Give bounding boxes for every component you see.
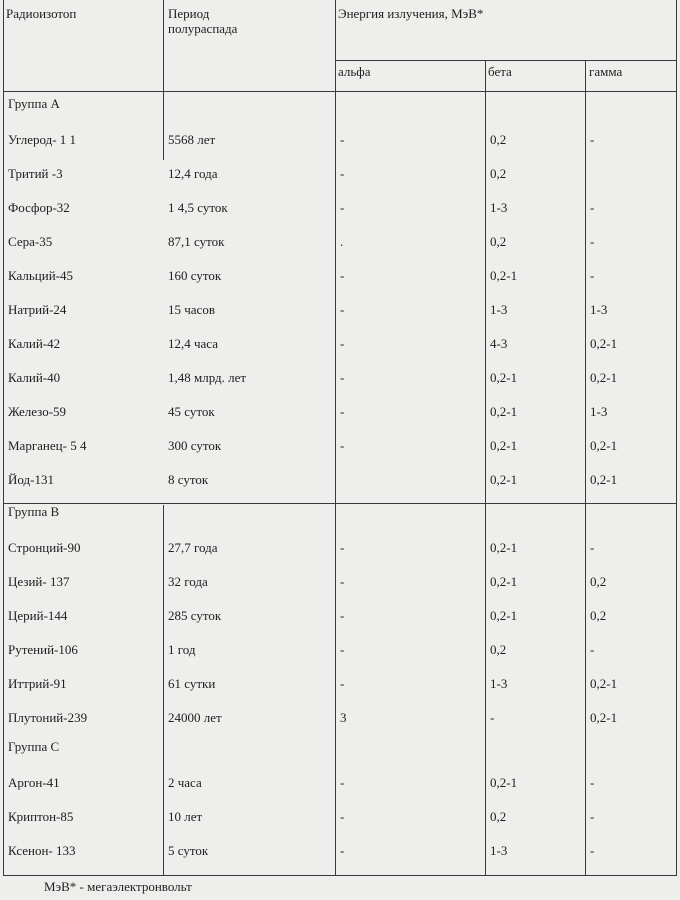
cell-alpha: - xyxy=(340,843,345,858)
cell-gamma: 0,2 xyxy=(590,574,607,589)
cell-isotope: Фосфор-32 xyxy=(8,200,70,215)
cell-beta: 0,2-1 xyxy=(490,404,518,419)
cell-isotope: Углерод- 1 1 xyxy=(8,132,77,147)
cell-isotope: Церий-144 xyxy=(8,608,68,623)
cell-period: 1 год xyxy=(168,642,196,657)
cell-gamma: - xyxy=(590,268,595,283)
cell-gamma: 0,2 xyxy=(590,608,607,623)
cell-period: 2 часа xyxy=(168,775,202,790)
table-left-border xyxy=(3,0,4,875)
table-bottom-border xyxy=(3,875,677,876)
cell-beta: 0,2-1 xyxy=(490,370,518,385)
cell-alpha: - xyxy=(340,200,345,215)
cell-period: 1 4,5 суток xyxy=(168,200,228,215)
cell-beta: 0,2-1 xyxy=(490,268,518,283)
cell-beta: 1-3 xyxy=(490,843,508,858)
cell-alpha: - xyxy=(340,166,345,181)
cell-gamma: - xyxy=(590,200,595,215)
cell-isotope: Калий-42 xyxy=(8,336,61,351)
cell-beta: 1-3 xyxy=(490,676,508,691)
cell-alpha: - xyxy=(340,642,345,657)
cell-gamma: - xyxy=(590,540,595,555)
cell-gamma: 0,2-1 xyxy=(590,336,618,351)
column-divider-period-lower xyxy=(163,505,164,875)
cell-gamma: 0,2-1 xyxy=(590,438,618,453)
cell-isotope: Марганец- 5 4 xyxy=(8,438,87,453)
cell-alpha: - xyxy=(340,540,345,555)
cell-period: 300 суток xyxy=(168,438,222,453)
cell-period: 160 суток xyxy=(168,268,222,283)
cell-alpha: - xyxy=(340,268,345,283)
cell-beta: 0,2 xyxy=(490,234,507,249)
cell-period: 10 лет xyxy=(168,809,203,824)
cell-period: 61 сутки xyxy=(168,676,216,691)
footnote: МэВ* - мегаэлектронвольт xyxy=(44,879,192,894)
cell-beta: 0,2-1 xyxy=(490,472,518,487)
cell-alpha: - xyxy=(340,608,345,623)
cell-alpha: - xyxy=(340,302,345,317)
cell-gamma: 1-3 xyxy=(590,302,608,317)
cell-period: 27,7 года xyxy=(168,540,218,555)
cell-isotope: Железо-59 xyxy=(8,404,67,419)
header-isotope: Радиоизотоп xyxy=(6,6,77,21)
cell-period: 12,4 года xyxy=(168,166,218,181)
cell-alpha: - xyxy=(340,336,345,351)
group-b-divider xyxy=(3,503,677,504)
cell-alpha: . xyxy=(340,234,344,249)
cell-alpha: - xyxy=(340,574,345,589)
column-divider-period xyxy=(163,0,164,160)
cell-beta: 0,2 xyxy=(490,642,507,657)
cell-period: 45 суток xyxy=(168,404,215,419)
cell-isotope: Тритий -3 xyxy=(8,166,63,181)
cell-isotope: Цезий- 137 xyxy=(8,574,70,589)
cell-isotope: Кальций-45 xyxy=(8,268,73,283)
cell-alpha: - xyxy=(340,404,345,419)
cell-beta: 0,2-1 xyxy=(490,540,518,555)
cell-alpha: - xyxy=(340,676,345,691)
cell-isotope: Иттрий-91 xyxy=(8,676,67,691)
cell-isotope: Йод-131 xyxy=(8,472,54,487)
cell-alpha: - xyxy=(340,809,345,824)
column-divider-energy xyxy=(335,0,336,875)
cell-isotope: Стронций-90 xyxy=(8,540,81,555)
cell-beta: - xyxy=(490,710,495,725)
cell-gamma: - xyxy=(590,642,595,657)
group-label: Группа В xyxy=(8,504,60,519)
cell-beta: 0,2-1 xyxy=(490,574,518,589)
cell-gamma: - xyxy=(590,843,595,858)
cell-period: 285 суток xyxy=(168,608,222,623)
cell-alpha: 3 xyxy=(340,710,347,725)
cell-alpha: - xyxy=(340,370,345,385)
cell-gamma: - xyxy=(590,234,595,249)
group-label: Группа А xyxy=(8,96,60,111)
cell-beta: 0,2 xyxy=(490,166,507,181)
header-period: Период полураспада xyxy=(168,6,238,36)
header-alpha: альфа xyxy=(338,64,371,79)
cell-isotope: Рутений-106 xyxy=(8,642,78,657)
cell-beta: 0,2-1 xyxy=(490,438,518,453)
column-divider-gamma xyxy=(585,60,586,875)
cell-period: 5 суток xyxy=(168,843,209,858)
header-beta: бета xyxy=(488,64,512,79)
cell-gamma: - xyxy=(590,809,595,824)
cell-beta: 0,2-1 xyxy=(490,775,518,790)
header-gamma: гамма xyxy=(589,64,623,79)
group-label: Группа С xyxy=(8,739,60,754)
cell-period: 12,4 часа xyxy=(168,336,219,351)
header-bottom-divider xyxy=(3,91,677,92)
cell-period: 32 года xyxy=(168,574,208,589)
cell-gamma: - xyxy=(590,132,595,147)
cell-gamma: 0,2-1 xyxy=(590,676,618,691)
cell-gamma: 1-3 xyxy=(590,404,608,419)
cell-period: 1,48 млрд. лет xyxy=(168,370,247,385)
cell-beta: 1-3 xyxy=(490,200,508,215)
cell-isotope: Сера-35 xyxy=(8,234,53,249)
cell-period: 87,1 суток xyxy=(168,234,225,249)
column-divider-beta xyxy=(485,60,486,875)
header-energy: Энергия излучения, МэВ* xyxy=(338,6,484,21)
cell-beta: 4-3 xyxy=(490,336,508,351)
cell-period: 24000 лет xyxy=(168,710,222,725)
cell-gamma: 0,2-1 xyxy=(590,472,618,487)
cell-period: 15 часов xyxy=(168,302,215,317)
cell-beta: 0,2 xyxy=(490,132,507,147)
cell-gamma: 0,2-1 xyxy=(590,370,618,385)
cell-isotope: Калий-40 xyxy=(8,370,61,385)
cell-isotope: Плутоний-239 xyxy=(8,710,88,725)
cell-gamma: 0,2-1 xyxy=(590,710,618,725)
cell-isotope: Криптон-85 xyxy=(8,809,74,824)
cell-isotope: Ксенон- 133 xyxy=(8,843,76,858)
cell-beta: 0,2 xyxy=(490,809,507,824)
cell-gamma: - xyxy=(590,775,595,790)
cell-alpha: - xyxy=(340,438,345,453)
cell-alpha: - xyxy=(340,132,345,147)
cell-isotope: Натрий-24 xyxy=(8,302,67,317)
cell-beta: 0,2-1 xyxy=(490,608,518,623)
table-right-border xyxy=(676,0,677,875)
cell-beta: 1-3 xyxy=(490,302,508,317)
cell-period: 8 суток xyxy=(168,472,209,487)
header-sub-divider xyxy=(335,60,677,61)
cell-isotope: Аргон-41 xyxy=(8,775,60,790)
cell-period: 5568 лет xyxy=(168,132,216,147)
cell-alpha: - xyxy=(340,775,345,790)
